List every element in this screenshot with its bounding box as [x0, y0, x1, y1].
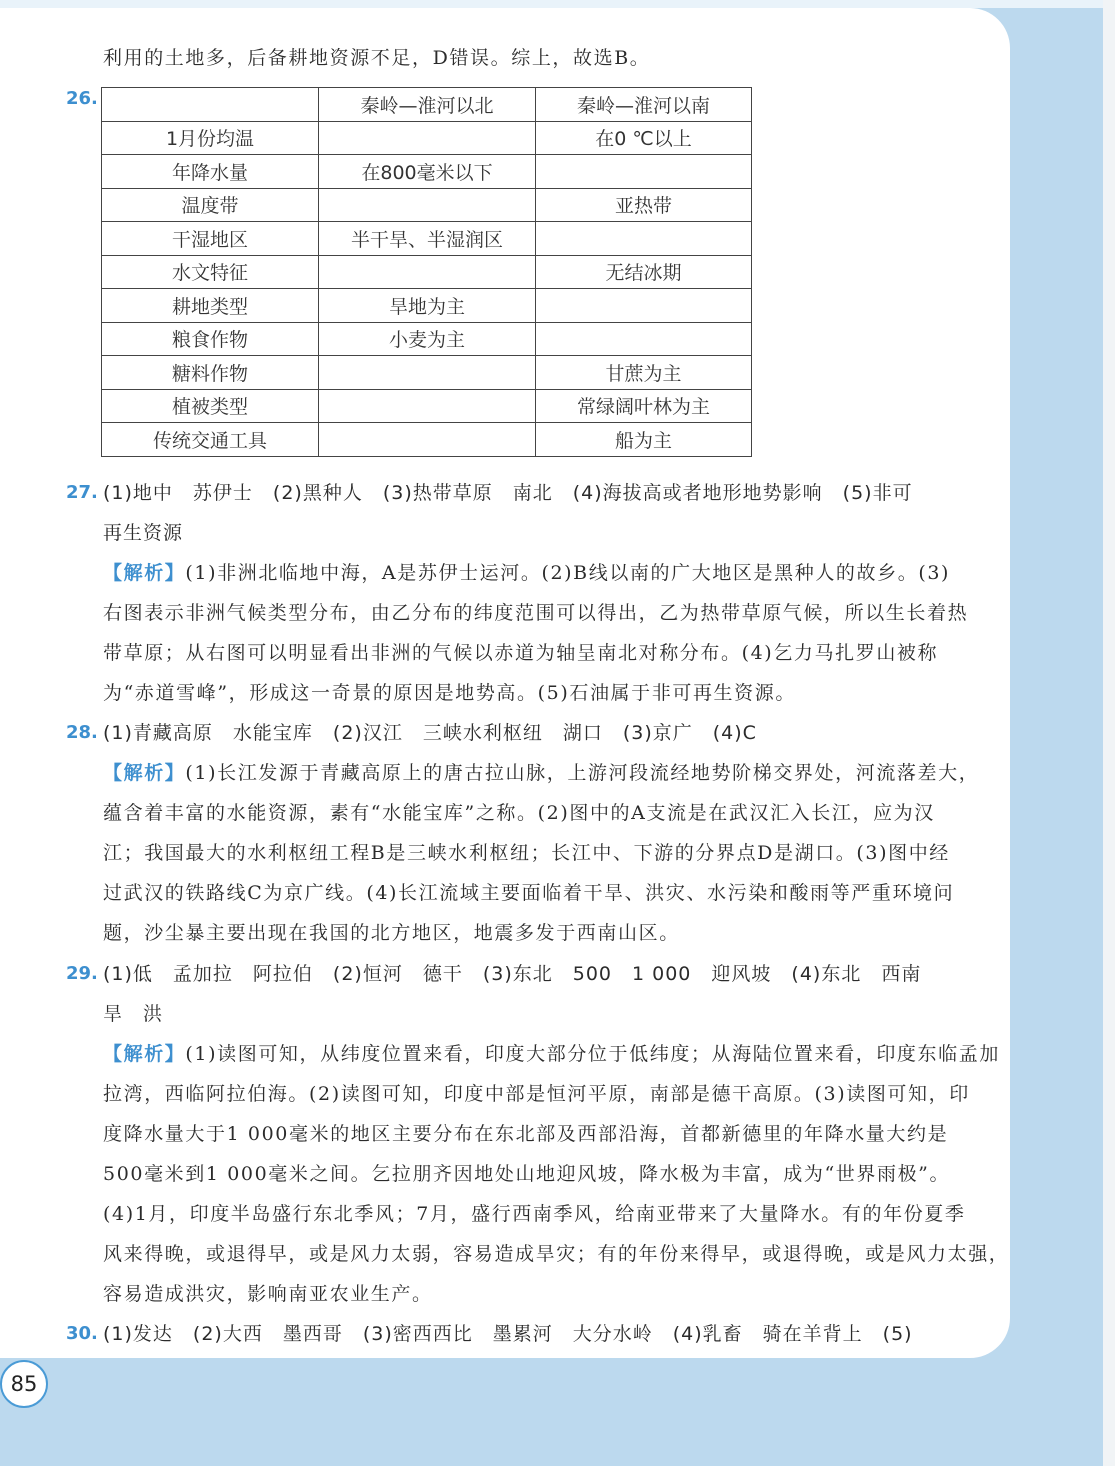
top-band [0, 0, 1115, 8]
table-row [102, 289, 752, 323]
table-row [102, 188, 752, 222]
table-row [102, 222, 752, 256]
analysis-tag: 【解析】 [103, 762, 186, 784]
page-number: 85 [0, 1360, 48, 1408]
q27-explanation-line-2: 右图表示非洲气候类型分布，由乙分布的纬度范围可以得出，乙为热带草原气候，所以生长着热 [103, 602, 969, 624]
table-cell: 旱地为主 [319, 289, 536, 323]
q29-explanation-line-3: 度降水量大于1 000毫米的地区主要分布在东北部及西部沿海，首都新德里的年降水量大约是 [103, 1123, 949, 1145]
q30-number: 30. [66, 1323, 98, 1344]
q28-explanation-text: (1)长江发源于青藏高原上的唐古拉山脉，上游河段流经地势阶梯交界处，河流落差大， [185, 762, 980, 784]
table-cell: 常绿阔叶林为主 [536, 389, 752, 423]
table-cell [319, 121, 536, 155]
intro-line: 利用的土地多，后备耕地资源不足，D错误。综上，故选B。 [103, 47, 651, 69]
table-cell: 粮食作物 [102, 322, 319, 356]
table-cell [536, 155, 752, 189]
right-margin [1103, 0, 1115, 1466]
table-cell: 年降水量 [102, 155, 319, 189]
q28-explanation-line-2: 蕴含着丰富的水能资源，素有“水能宝库”之称。(2)图中的A支流是在武汉汇入长江，应为汉 [103, 802, 935, 824]
table-cell [319, 423, 536, 457]
table-header-row [102, 88, 752, 122]
q29-explanation-line-5: (4)1月，印度半岛盛行东北季风；7月，盛行西南季风，给南亚带来了大量降水。有的年份夏季 [103, 1203, 966, 1225]
q27-explanation-line-3: 带草原；从右图可以明显看出非洲的气候以赤道为轴呈南北对称分布。(4)乞力马扎罗山被称 [103, 642, 939, 664]
table-cell: 小麦为主 [319, 322, 536, 356]
table-cell: 亚热带 [536, 188, 752, 222]
q29-explanation-line-6: 风来得晚，或退得早，或是风力太弱，容易造成旱灾；有的年份来得早，或退得晚，或是风力太强， [103, 1243, 1010, 1265]
table-cell [102, 88, 319, 122]
table-row [102, 121, 752, 155]
q28-explanation-line-4: 过武汉的铁路线C为京广线。(4)长江流域主要面临着干旱、洪灾、水污染和酸雨等严重环境问 [103, 882, 955, 904]
analysis-tag: 【解析】 [103, 562, 186, 584]
table-cell: 甘蔗为主 [536, 356, 752, 390]
q29-explanation-line-7: 容易造成洪灾，影响南亚农业生产。 [103, 1283, 433, 1305]
table-cell: 半干旱、半湿润区 [319, 222, 536, 256]
q30-answer-line-1: (1)发达 (2)大西 墨西哥 (3)密西西比 墨累河 大分水岭 (4)乳畜 骑在羊背上 (5) [103, 1323, 913, 1345]
q29-explanation-text: (1)读图可知，从纬度位置来看，印度大部分位于低纬度；从海陆位置来看，印度东临孟加 [185, 1043, 1000, 1065]
table-row [102, 389, 752, 423]
q28-number: 28. [66, 722, 98, 743]
table-row [102, 155, 752, 189]
q29-explanation-line-2: 拉湾，西临阿拉伯海。(2)读图可知，印度中部是恒河平原，南部是德干高原。(3)读图可知，印 [103, 1083, 970, 1105]
table-cell: 在0 ℃以上 [536, 121, 752, 155]
table-cell: 温度带 [102, 188, 319, 222]
q27-answer-line-2: 再生资源 [103, 522, 184, 544]
q27-explanation-text: (1)非洲北临地中海，A是苏伊士运河。(2)B线以南的广大地区是黑种人的故乡。(3) [185, 562, 951, 584]
q29-answer-line-2: 旱 洪 [103, 1003, 164, 1025]
table-cell: 船为主 [536, 423, 752, 457]
table-cell: 在800毫米以下 [319, 155, 536, 189]
table-row [102, 322, 752, 356]
q28-answer-line-1: (1)青藏高原 水能宝库 (2)汉江 三峡水利枢纽 湖口 (3)京广 (4)C [103, 722, 757, 744]
table-cell [536, 322, 752, 356]
table-cell: 耕地类型 [102, 289, 319, 323]
q26-number: 26. [66, 88, 98, 109]
table-cell: 1月份均温 [102, 121, 319, 155]
table-cell: 水文特征 [102, 255, 319, 289]
table-cell: 干湿地区 [102, 222, 319, 256]
table-row [102, 356, 752, 390]
table-cell: 传统交通工具 [102, 423, 319, 457]
table-cell [319, 356, 536, 390]
q29-answer-line-1: (1)低 孟加拉 阿拉伯 (2)恒河 德干 (3)东北 500 1 000 迎风坡 (4)东北 西南 [103, 963, 922, 985]
table-row [102, 255, 752, 289]
table-cell: 秦岭—淮河以南 [536, 88, 752, 122]
table-cell: 植被类型 [102, 389, 319, 423]
table-cell [319, 188, 536, 222]
table-cell [536, 222, 752, 256]
analysis-tag: 【解析】 [103, 1043, 186, 1065]
table-cell [319, 389, 536, 423]
table-cell [536, 289, 752, 323]
table-cell: 无结冰期 [536, 255, 752, 289]
q27-explanation-line-1 [103, 561, 950, 585]
table-cell: 糖料作物 [102, 356, 319, 390]
table-row [102, 423, 752, 457]
table-cell [319, 255, 536, 289]
q28-explanation-line-5: 题，沙尘暴主要出现在我国的北方地区，地震多发于西南山区。 [103, 922, 680, 944]
table-cell: 秦岭—淮河以北 [319, 88, 536, 122]
q29-explanation-line-1 [103, 1042, 1000, 1066]
q29-number: 29. [66, 963, 98, 984]
q26-table [101, 87, 752, 457]
q28-explanation-line-1 [103, 761, 979, 785]
q27-explanation-line-4: 为“赤道雪峰”，形成这一奇景的原因是地势高。(5)石油属于非可再生资源。 [103, 682, 796, 704]
q27-answer-line-1: (1)地中 苏伊士 (2)黑种人 (3)热带草原 南北 (4)海拔高或者地形地势影响 (5)非可 [103, 482, 913, 504]
q29-explanation-line-4: 500毫米到1 000毫米之间。乞拉朋齐因地处山地迎风坡，降水极为丰富，成为“世界雨极”。 [103, 1163, 951, 1185]
q27-number: 27. [66, 482, 98, 503]
q28-explanation-line-3: 江；我国最大的水利枢纽工程B是三峡水利枢纽；长江中、下游的分界点D是湖口。(3)图中经 [103, 842, 950, 864]
